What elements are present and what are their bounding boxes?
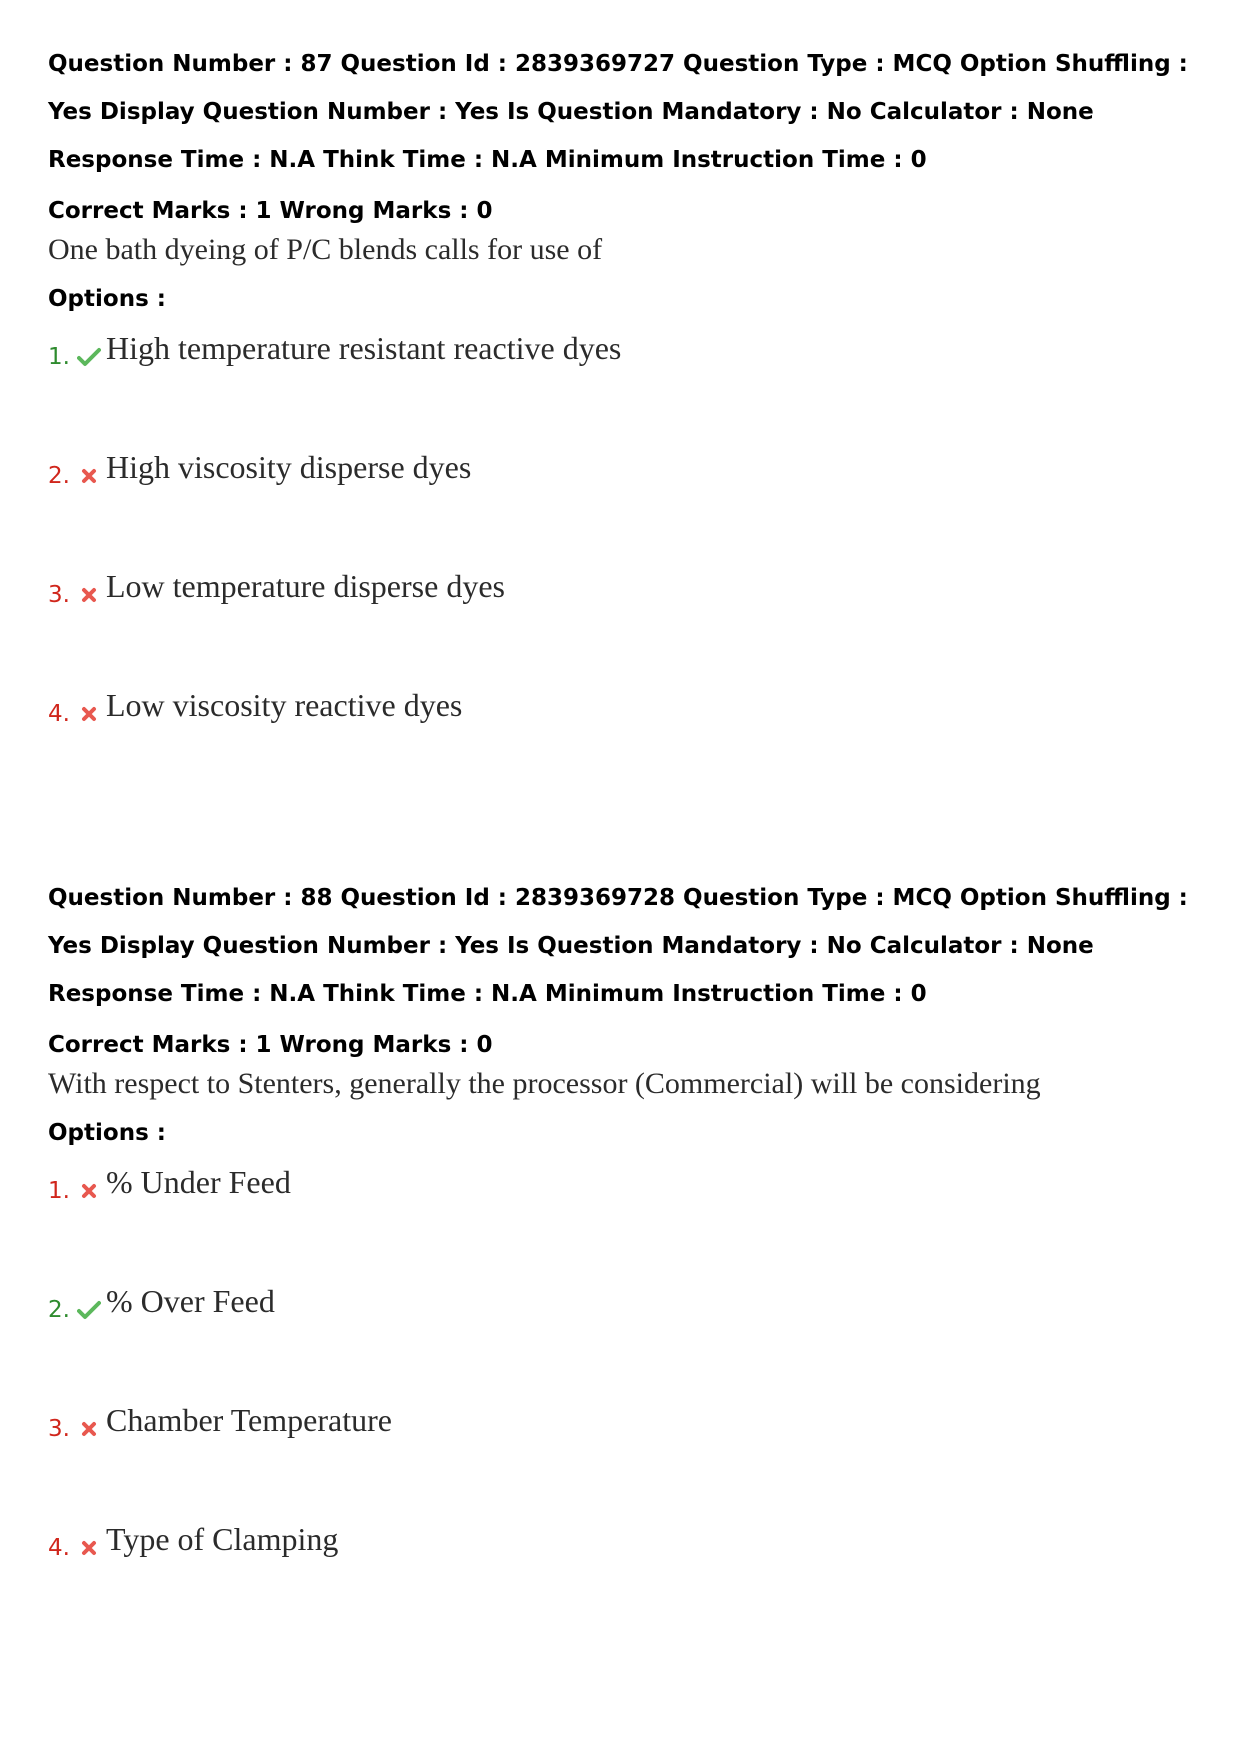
question-text: One bath dyeing of P/C blends calls for use of [48,233,603,266]
option-text: % Under Feed [106,1164,291,1200]
cross-icon [74,1414,104,1444]
cross-icon [74,1533,104,1563]
option-text: High viscosity disperse dyes [106,449,472,485]
question-spacer [48,804,1198,874]
option-text: Chamber Temperature [106,1402,392,1438]
options-list [48,1162,1198,1638]
option-item [48,1519,1198,1638]
option-number: 3. [48,1416,70,1442]
option-item [48,1400,1198,1519]
question-block [48,40,1198,804]
cross-icon [74,461,104,491]
option-number: 3. [48,582,70,608]
option-item [48,1281,1198,1400]
option-number: 1. [48,344,70,370]
option-item [48,566,1198,685]
question-meta: Question Number : 88 Question Id : 2839369728 Question Type : MCQ Option Shuffling : Yes Display Question Number : Yes Is Question Mandatory : No Calculator : None Response Time : N.A Think Time : N.A Minimum Instruction Time : 0 [48,885,1188,1007]
option-item [48,447,1198,566]
question-marks: Correct Marks : 1 Wrong Marks : 0 [48,1032,493,1058]
question-marks: Correct Marks : 1 Wrong Marks : 0 [48,198,493,224]
option-item [48,1162,1198,1281]
check-icon [74,342,104,372]
option-item [48,328,1198,447]
option-text: % Over Feed [106,1283,275,1319]
option-text: Type of Clamping [106,1521,339,1557]
option-number: 4. [48,701,70,727]
check-icon [74,1295,104,1325]
option-item [48,685,1198,804]
options-label: Options : [48,1120,166,1146]
options-label: Options : [48,286,166,312]
question-text: With respect to Stenters, generally the processor (Commercial) will be considering [48,1067,1041,1100]
options-list [48,328,1198,804]
option-number: 4. [48,1535,70,1561]
cross-icon [74,699,104,729]
option-text: Low temperature disperse dyes [106,568,505,604]
option-text: Low viscosity reactive dyes [106,687,463,723]
option-number: 2. [48,463,70,489]
option-number: 1. [48,1178,70,1204]
cross-icon [74,580,104,610]
question-block [48,874,1198,1638]
question-meta: Question Number : 87 Question Id : 2839369727 Question Type : MCQ Option Shuffling : Yes Display Question Number : Yes Is Question Mandatory : No Calculator : None Response Time : N.A Think Time : N.A Minimum Instruction Time : 0 [48,51,1188,173]
option-number: 2. [48,1297,70,1323]
cross-icon [74,1176,104,1206]
question-paper [48,40,1198,1638]
option-text: High temperature resistant reactive dyes [106,330,622,366]
